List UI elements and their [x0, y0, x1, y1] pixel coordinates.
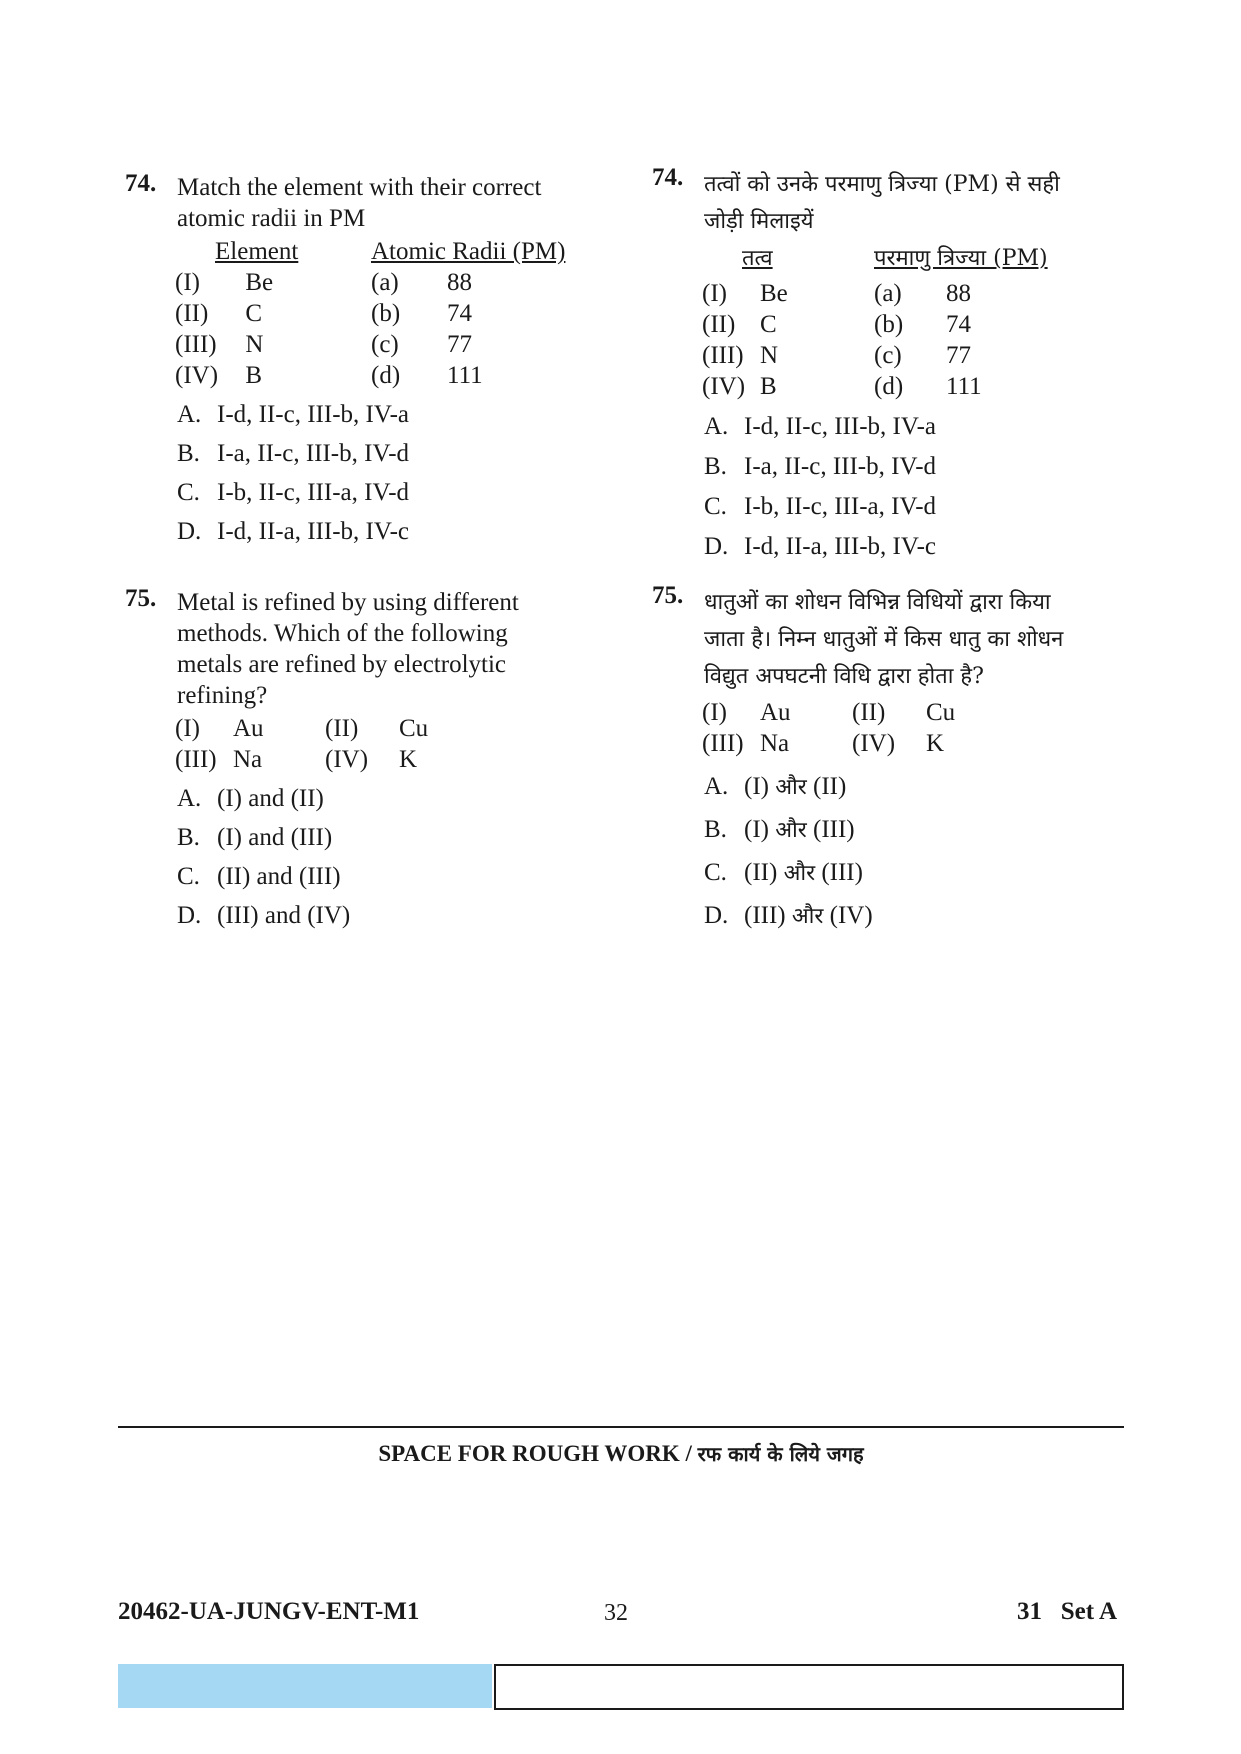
option-b[interactable]: B. (I) और (III): [704, 816, 855, 843]
list-item: (III) Na (IV) K: [702, 730, 945, 757]
option-c[interactable]: C. (II) and (III): [177, 863, 341, 890]
question-75-hi: [652, 584, 1142, 931]
table-row: (III) N (c) 77: [702, 342, 971, 369]
question-stem: Match the element with their correct atomic radii in PM: [177, 174, 542, 232]
option-a[interactable]: A. I-d, II-c, III-b, IV-a: [704, 413, 937, 440]
question-number: 75.: [125, 585, 157, 612]
table-row: (II) C (b) 74: [702, 311, 971, 338]
paper-code: 20462-UA-JUNGV-ENT-M1: [118, 1598, 420, 1625]
header-element: तत्व: [742, 246, 773, 271]
option-d[interactable]: D. (III) and (IV): [177, 902, 351, 929]
option-b[interactable]: B. I-a, II-c, III-b, IV-d: [177, 440, 410, 467]
list-item: (I) Au (II) Cu: [702, 699, 956, 726]
option-a[interactable]: A. I-d, II-c, III-b, IV-a: [177, 401, 410, 428]
page-number: 32: [604, 1600, 628, 1626]
table-row: (I) Be (a) 88: [175, 269, 472, 296]
option-a[interactable]: A. (I) and (II): [177, 785, 324, 812]
footer-color-band: [118, 1664, 492, 1708]
question-75-en: [125, 587, 595, 931]
table-row: (I) Be (a) 88: [702, 280, 971, 307]
question-stem: तत्वों को उनके परमाणु त्रिज्या (PM) से सही जोड़ी मिलाइयें: [704, 172, 1060, 234]
question-74-hi: [652, 166, 1142, 562]
question-number: 75.: [652, 582, 684, 609]
table-row: (III) N (c) 77: [175, 331, 472, 358]
english-column: [125, 172, 595, 931]
metal-list: [702, 697, 955, 759]
metal-list: [175, 713, 428, 775]
question-stem: धातुओं का शोधन विभिन्न विधियों द्वारा किया जाता है। निम्न धातुओं में किस धातु का शोधन विद्युत अपघटनी विधि द्वारा होता है?: [704, 590, 1064, 689]
option-c[interactable]: C. I-b, II-c, III-a, IV-d: [177, 479, 410, 506]
table-row: (II) C (b) 74: [175, 300, 472, 327]
question-gap: [125, 547, 595, 587]
list-item: (I) Au (II) Cu: [175, 715, 429, 742]
header-atomic-radii: परमाणु त्रिज्या (PM): [874, 246, 1048, 271]
match-table: [175, 236, 565, 391]
question-number: 74.: [125, 170, 157, 197]
set-label: 31 Set A: [1017, 1598, 1117, 1625]
option-c[interactable]: C. I-b, II-c, III-a, IV-d: [704, 493, 937, 520]
match-table-header: [175, 236, 565, 267]
header-element: Element: [215, 238, 299, 265]
hindi-column: [652, 164, 1142, 931]
question-stem: Metal is refined by using different methods. Which of the following metals are refined by electrolytic refining?: [177, 589, 519, 709]
option-c[interactable]: C. (II) और (III): [704, 859, 863, 886]
option-d[interactable]: D. (III) और (IV): [704, 902, 873, 929]
footer-empty-box: [494, 1664, 1124, 1710]
question-number: 74.: [652, 164, 684, 191]
option-b[interactable]: B. I-a, II-c, III-b, IV-d: [704, 453, 937, 480]
table-row: (IV) B (d) 111: [175, 362, 483, 389]
match-table-header: [702, 242, 1048, 278]
table-row: (IV) B (d) 111: [702, 373, 982, 400]
option-d[interactable]: D. I-d, II-a, III-b, IV-c: [704, 533, 937, 560]
list-item: (III) Na (IV) K: [175, 746, 418, 773]
header-atomic-radii: Atomic Radii (PM): [371, 238, 566, 265]
option-d[interactable]: D. I-d, II-a, III-b, IV-c: [177, 518, 410, 545]
rough-work-divider: [118, 1426, 1124, 1428]
option-a[interactable]: A. (I) और (II): [704, 773, 847, 800]
match-table: [702, 242, 1048, 402]
question-74-en: [125, 172, 595, 547]
option-b[interactable]: B. (I) and (III): [177, 824, 333, 851]
rough-work-label: SPACE FOR ROUGH WORK / रफ कार्य के लिये जगह: [378, 1441, 864, 1466]
